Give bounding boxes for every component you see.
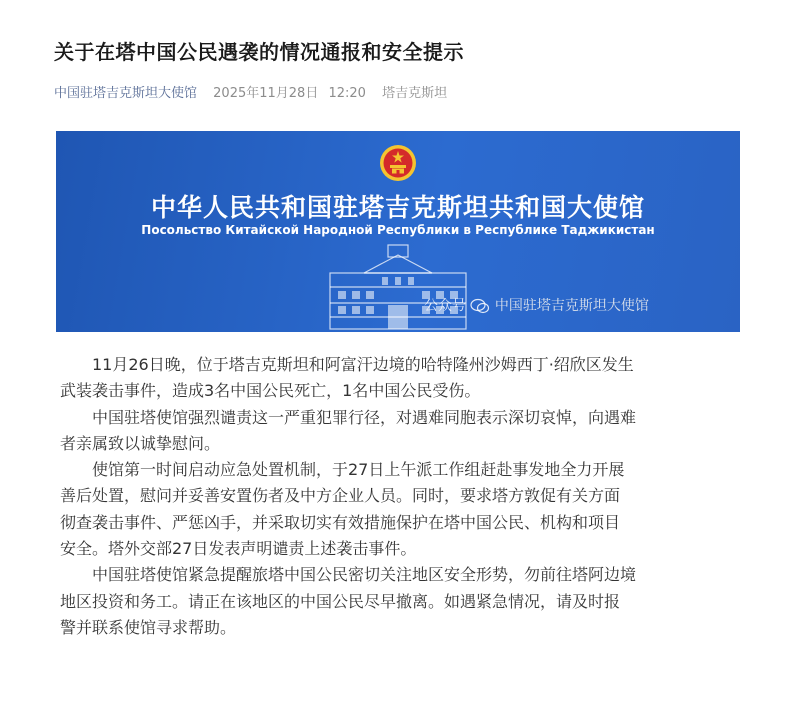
embassy-building-illustration — [324, 243, 472, 331]
watermark-prefix: 公众号 — [424, 298, 466, 314]
publish-time: 12:20 — [328, 86, 366, 101]
publish-location: 塔吉克斯坦 — [382, 86, 448, 101]
paragraph-3 — [60, 457, 750, 562]
banner-chinese-title: 中华人民共和国驻塔吉克斯坦共和国大使馆 — [150, 193, 645, 222]
article-meta — [54, 82, 447, 101]
text-line: 中国驻塔使馆强烈谴责这一严重犯罪行径，对遇难同胞表示深切哀悼，向遇难 — [92, 407, 637, 427]
text-line: 善后处置，慰问并妥善安置伤者及中方企业人员。同时，要求塔方敦促有关方面 — [60, 486, 621, 506]
paragraph-1 — [60, 352, 750, 405]
text-line: 安全。塔外交部27日发表声明谴责上述袭击事件。 — [60, 539, 417, 559]
text-line: 中国驻塔使馆紧急提醒旅塔中国公民密切关注地区安全形势，勿前往塔阿边境 — [92, 565, 637, 585]
text-line: 者亲属致以诚挚慰问。 — [60, 433, 221, 453]
watermark — [424, 295, 649, 315]
text-line: 使馆第一时间启动应急处置机制，于27日上午派工作组赶赴事发地全力开展 — [92, 460, 625, 480]
text-line: 11月26日晚，位于塔吉克斯坦和阿富汗边境的哈特隆州沙姆西丁·绍欣区发生 — [92, 355, 634, 374]
paragraph-2 — [60, 405, 750, 458]
text-line: 彻查袭击事件、严惩凶手，并采取切实有效措施保护在塔中国公民、机构和项目 — [60, 512, 621, 532]
national-emblem-icon — [378, 143, 418, 183]
publish-date: 2025年11月28日 — [213, 86, 319, 101]
article-body — [60, 352, 750, 641]
banner-russian-title: Посольство Китайской Народной Республики в Республике Таджикистан — [141, 223, 655, 237]
text-line: 武装袭击事件，造成3名中国公民死亡，1名中国公民受伤。 — [60, 381, 481, 401]
text-line: 地区投资和务工。请正在该地区的中国公民尽早撤离。如遇紧急情况，请及时报 — [60, 591, 621, 611]
paragraph-4 — [60, 562, 750, 641]
account-name-link[interactable]: 中国驻塔吉克斯坦大使馆 — [54, 86, 198, 101]
article-title: 关于在塔中国公民遇袭的情况通报和安全提示 — [54, 40, 464, 64]
wechat-icon — [470, 298, 490, 314]
text-line: 警并联系使馆寻求帮助。 — [60, 617, 237, 637]
watermark-account-name: 中国驻塔吉克斯坦大使馆 — [494, 298, 649, 314]
embassy-banner-image — [56, 131, 740, 332]
